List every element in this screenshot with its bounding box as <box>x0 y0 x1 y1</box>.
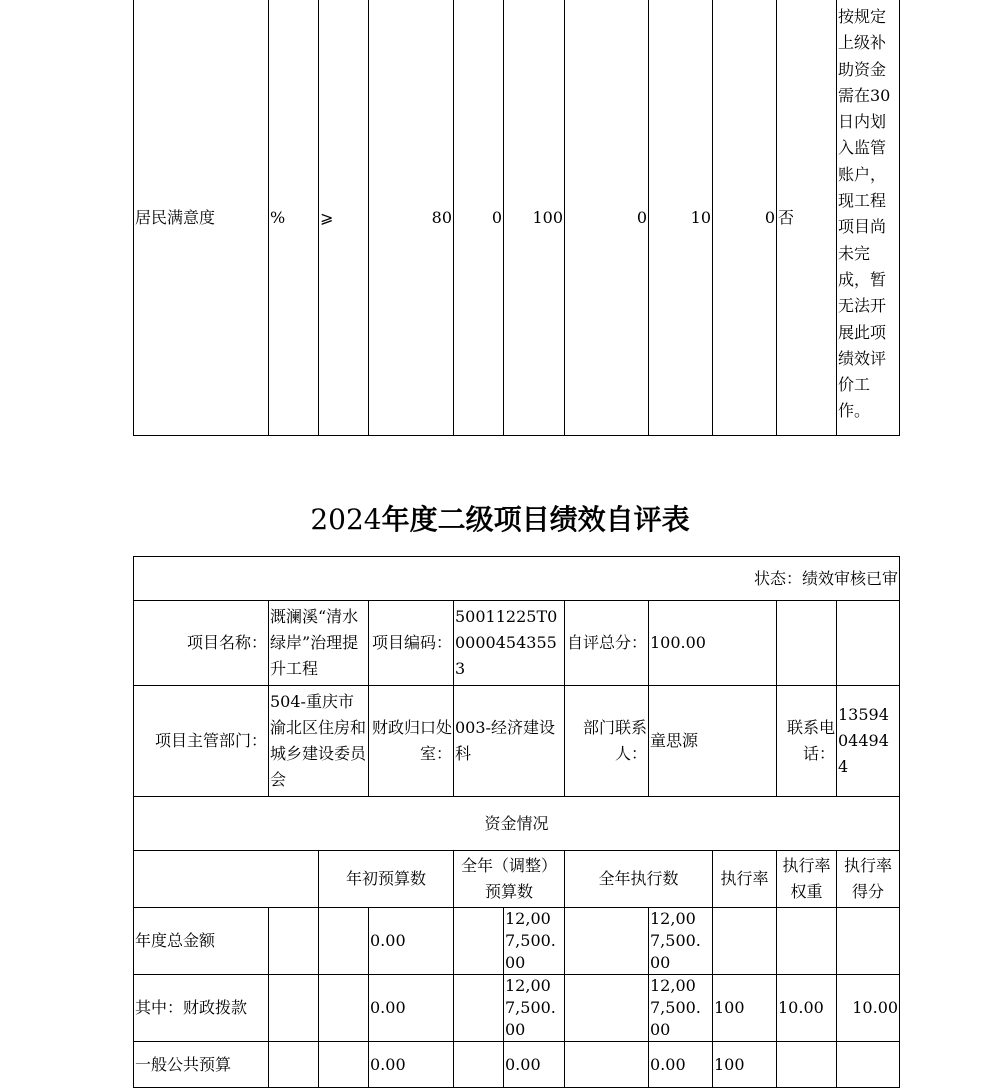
contact-label: 部门联系人： <box>565 686 649 797</box>
row-executed: 12,007,500.00 <box>649 975 713 1042</box>
indicator-operator: ⩾ <box>319 0 369 436</box>
finance-label: 财政归口处室： <box>369 686 454 797</box>
project-code-label: 项目编码： <box>369 601 454 686</box>
empty-cell <box>454 975 504 1042</box>
dept-value: 504-重庆市渝北区住房和城乡建设委员会 <box>269 686 369 797</box>
status-badge: 状态：绩效审核已审 <box>134 557 900 601</box>
empty-cell <box>134 851 319 908</box>
department-row <box>134 686 900 797</box>
row-rate: 100 <box>713 1042 777 1088</box>
empty-cell <box>777 601 837 686</box>
indicator-actual: 0 <box>454 0 504 436</box>
project-name-label: 项目名称： <box>134 601 269 686</box>
header-annual-budget: 全年（调整）预算数 <box>454 851 565 908</box>
indicator-name: 居民满意度 <box>134 0 269 436</box>
empty-cell <box>565 1042 649 1088</box>
row-weight <box>777 908 837 975</box>
indicator-table <box>133 0 900 436</box>
row-rate <box>713 908 777 975</box>
empty-cell <box>565 975 649 1042</box>
project-info-row <box>134 601 900 686</box>
row-annual: 0.00 <box>504 1042 565 1088</box>
row-label: 年度总金额 <box>134 908 269 975</box>
title-year: 2024 <box>310 503 382 536</box>
row-score <box>837 1042 900 1088</box>
indicator-flag: 否 <box>777 0 837 436</box>
empty-cell <box>454 908 504 975</box>
funds-section-label: 资金情况 <box>134 797 900 851</box>
empty-cell <box>319 908 369 975</box>
funds-section-row <box>134 797 900 851</box>
contact-value: 童思源 <box>649 686 777 797</box>
row-score <box>837 908 900 975</box>
row-executed: 12,007,500.00 <box>649 908 713 975</box>
indicator-target: 80 <box>369 0 454 436</box>
indicator-col-b: 0 <box>565 0 649 436</box>
row-label: 其中：财政拨款 <box>134 975 269 1042</box>
row-weight <box>777 1042 837 1088</box>
row-executed: 0.00 <box>649 1042 713 1088</box>
indicator-row <box>134 0 900 436</box>
empty-cell <box>269 975 319 1042</box>
indicator-unit: % <box>269 0 319 436</box>
project-code-value: 50011225T000004543553 <box>454 601 565 686</box>
title-text: 年度二级项目绩效自评表 <box>381 503 690 536</box>
page-title <box>0 500 1000 540</box>
table-row <box>134 908 900 975</box>
empty-cell <box>269 908 319 975</box>
row-score: 10.00 <box>837 975 900 1042</box>
row-label: 一般公共预算 <box>134 1042 269 1088</box>
header-rate: 执行率 <box>713 851 777 908</box>
score-value: 100.00 <box>649 601 777 686</box>
score-label: 自评总分： <box>565 601 649 686</box>
indicator-col-d: 0 <box>713 0 777 436</box>
status-row <box>134 557 900 601</box>
self-evaluation-table <box>133 556 900 1088</box>
row-weight: 10.00 <box>777 975 837 1042</box>
row-initial: 0.00 <box>369 908 454 975</box>
header-initial-budget: 年初预算数 <box>319 851 454 908</box>
empty-cell <box>319 975 369 1042</box>
row-annual: 12,007,500.00 <box>504 908 565 975</box>
table-row <box>134 1042 900 1088</box>
empty-cell <box>565 908 649 975</box>
funds-header-row <box>134 851 900 908</box>
indicator-col-a: 100 <box>504 0 565 436</box>
row-rate: 100 <box>713 975 777 1042</box>
empty-cell <box>269 1042 319 1088</box>
finance-value: 003-经济建设科 <box>454 686 565 797</box>
indicator-col-c: 10 <box>649 0 713 436</box>
row-initial: 0.00 <box>369 975 454 1042</box>
phone-label: 联系电话： <box>777 686 837 797</box>
empty-cell <box>319 1042 369 1088</box>
row-annual: 12,007,500.00 <box>504 975 565 1042</box>
project-name-value: 溉澜溪“清水绿岸”治理提升工程 <box>269 601 369 686</box>
header-executed: 全年执行数 <box>565 851 713 908</box>
dept-label: 项目主管部门： <box>134 686 269 797</box>
indicator-reason: 按规定上级补助资金需在30日内划入监管账户，现工程项目尚未完成，暂无法开展此项绩效评价工作。 <box>837 0 900 436</box>
header-score: 执行率得分 <box>837 851 900 908</box>
phone-value: 13594044944 <box>837 686 900 797</box>
header-weight: 执行率权重 <box>777 851 837 908</box>
table-row <box>134 975 900 1042</box>
empty-cell <box>454 1042 504 1088</box>
row-initial: 0.00 <box>369 1042 454 1088</box>
empty-cell <box>837 601 900 686</box>
